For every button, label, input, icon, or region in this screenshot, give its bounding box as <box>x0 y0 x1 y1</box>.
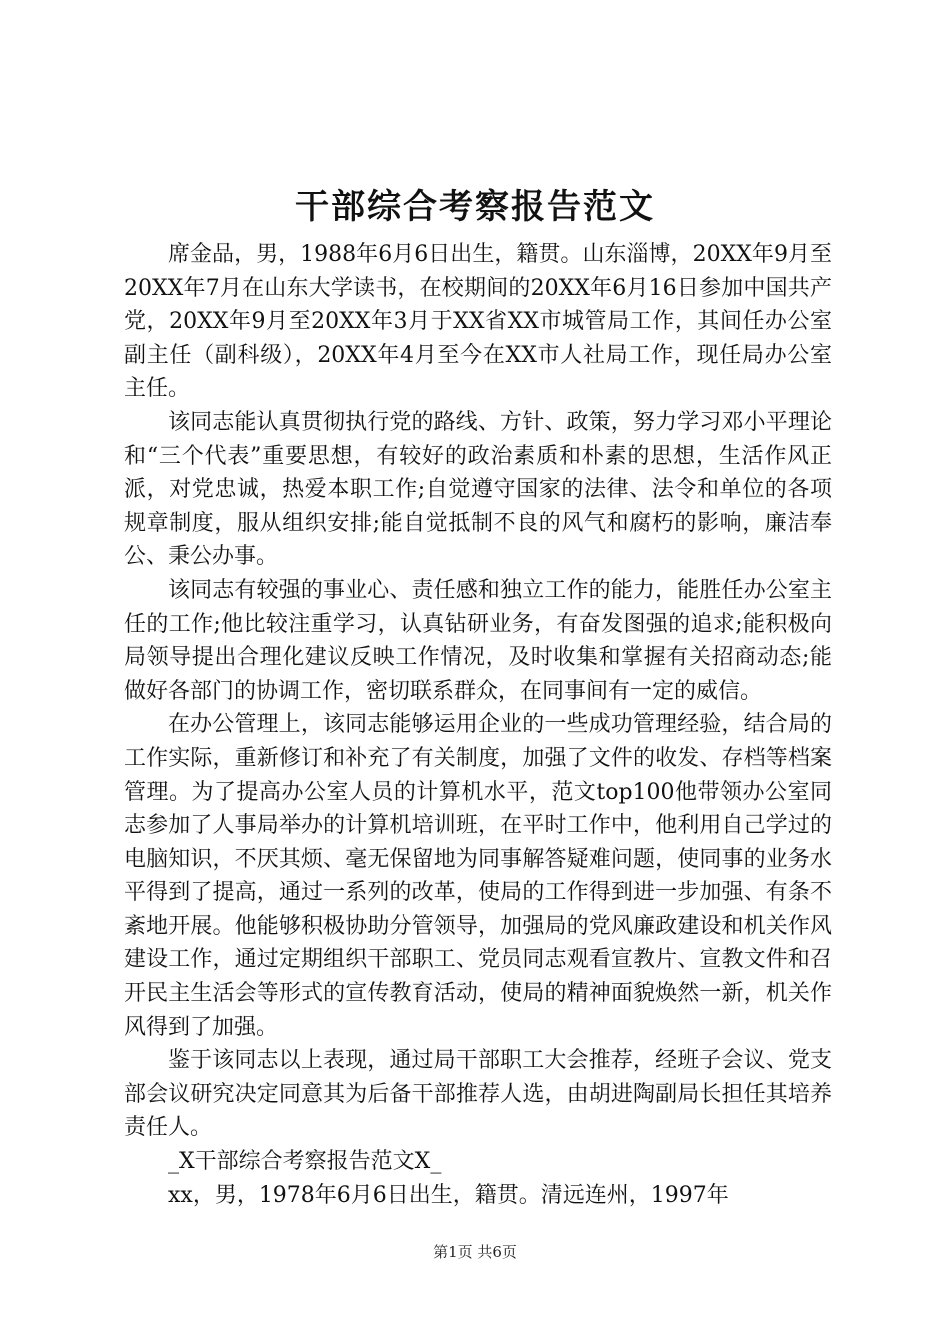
paragraph-second-profile: xx，男，1978年6月6日出生，籍贯。清远连州，1997年 <box>168 1182 729 1208</box>
paragraph-political-quality: 该同志能认真贯彻执行党的路线、方针、政策，努力学习邓小平理论和“三个代表”重要思想，有较好的政治素质和朴素的思想，生活作风正派，对党忠诚，热爱本职工作;自觉遵守国家的法律、法令和单位的各项规章制度，服从组织安排;能自觉抵制不良的风气和腐朽的影响，廉洁奉公、秉公办事。 <box>124 409 832 570</box>
section-heading: _X干部综合考察报告范文X_ <box>168 1149 442 1175</box>
paragraph-office-management: 在办公管理上，该同志能够运用企业的一些成功管理经验，结合局的工作实际，重新修订和补充了有关制度，加强了文件的收发、存档等档案管理。为了提高办公室人员的计算机水平，范文top100他带领办公室同志参加了人事局举办的计算机培训班，在平时工作中，他利用自己学过的电脑知识，不厌其烦、毫无保留地为同事解答疑难问题，使同事的业务水平得到了提高，通过一系列的改革，使局的工作得到进一步加强、有条不紊地开展。他能够积极协助分管领导，加强局的党风廉政建设和机关作风建设工作，通过定期组织干部职工、党员同志观看宣教片、宣教文件和召开民主生活会等形式的宣传教育活动，使局的精神面貌焕然一新，机关作风得到了加强。 <box>124 712 832 1040</box>
page-number: 第1页 共6页 <box>433 1243 517 1261</box>
document-title: 干部综合考察报告范文 <box>295 187 655 227</box>
document-body <box>124 238 832 1212</box>
paragraph-profile: 席金品，男，1988年6月6日出生，籍贯。山东淄博，20XX年9月至20XX年7月在山东大学读书，在校期间的20XX年6月16日参加中国共产党，20XX年9月至20XX年3月于XX省XX市城管局工作，其间任办公室副主任（副科级），20XX年4月至今在XX市人社局工作，现任局办公室主任。 <box>124 242 832 402</box>
paragraph-recommendation: 鉴于该同志以上表现，通过局干部职工大会推荐，经班子会议、党支部会议研究决定同意其为后备干部推荐人选，由胡进陶副局长担任其培养责任人。 <box>124 1048 832 1141</box>
paragraph-work-ability: 该同志有较强的事业心、责任感和独立工作的能力，能胜任办公室主任的工作;他比较注重学习，认真钻研业务，有奋发图强的追求;能积极向局领导提出合理化建议反映工作情况，及时收集和掌握有关招商动态;能做好各部门的协调工作，密切联系群众，在同事间有一定的威信。 <box>124 577 832 704</box>
